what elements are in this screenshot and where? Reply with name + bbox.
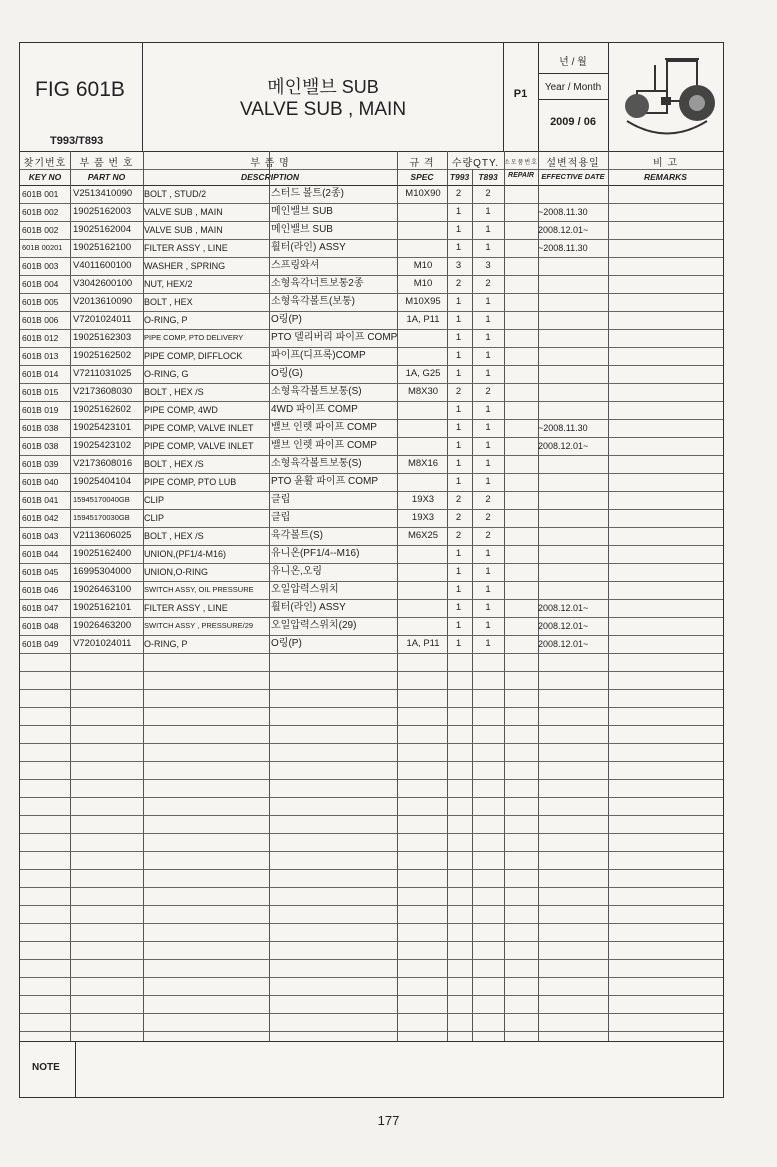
tractor-icon — [617, 51, 717, 143]
cell-kr: PTO 델리버리 파이프 COMP — [271, 332, 398, 343]
cell-kr: 파이프(디프록)COMP — [271, 350, 366, 361]
col-key-kr: 찾기번호 — [23, 158, 67, 169]
cell-eff — [538, 563, 610, 581]
cell-spec: 19X3 — [411, 494, 435, 505]
cell-eff — [538, 545, 610, 563]
cell-kr: O링(G) — [271, 368, 303, 379]
empty-row — [20, 671, 723, 690]
cell-kr: 육각볼트(S) — [271, 530, 323, 541]
cell-kr: O링(P) — [271, 314, 302, 325]
cell-t993: 1 — [455, 242, 462, 253]
cell-spec: 1A, P11 — [406, 314, 440, 325]
cell-desc: BOLT , HEX — [144, 297, 193, 307]
cell-eff: 2008.12.01~ — [538, 639, 589, 649]
cell-t993: 2 — [455, 512, 462, 523]
cell-part: V3042600100 — [73, 278, 133, 289]
empty-row — [20, 761, 723, 780]
empty-row — [20, 977, 723, 996]
cell-kr: 오일압력스위치 — [271, 584, 339, 595]
cell-desc: VALVE SUB , MAIN — [144, 225, 223, 235]
cell-part: V7211031025 — [73, 368, 132, 379]
year-month-box — [538, 43, 608, 151]
table-row — [20, 545, 723, 564]
cell-t993: 1 — [455, 476, 462, 487]
cell-part: 19025423101 — [73, 422, 132, 433]
cell-t893: 1 — [485, 404, 491, 415]
cell-t893: 1 — [485, 224, 491, 235]
cell-spec — [398, 545, 448, 563]
col-spec-en: SPEC — [410, 172, 434, 182]
cell-spec: 19X3 — [411, 512, 435, 523]
cell-desc: BOLT , HEX /S — [144, 387, 204, 397]
empty-row — [20, 743, 723, 762]
cell-t993: 2 — [455, 386, 462, 397]
cell-key: 601B 013 — [22, 351, 59, 361]
cell-t893: 1 — [485, 350, 491, 361]
cell-t893: 2 — [485, 278, 491, 289]
cell-desc: WASHER , SPRING — [144, 261, 226, 271]
cell-spec: M10X95 — [405, 296, 441, 307]
cell-eff — [538, 581, 610, 599]
cell-kr: 오일압력스위치(29) — [271, 620, 357, 631]
figure-number: FIG 601B — [35, 78, 125, 101]
empty-row — [20, 851, 723, 870]
cell-part: V7201024011 — [73, 314, 132, 325]
empty-row — [20, 779, 723, 798]
cell-desc: O-RING, P — [144, 315, 188, 325]
cell-desc: FILTER ASSY , LINE — [144, 603, 228, 613]
cell-kr: 메인밸브 SUB — [271, 206, 333, 217]
cell-eff: 2008.12.01~ — [538, 441, 589, 451]
cell-t993: 2 — [455, 278, 462, 289]
table-row — [20, 257, 723, 276]
cell-part: 19025162502 — [73, 350, 132, 361]
table-row — [20, 491, 723, 510]
cell-eff: 2008.12.01~ — [538, 621, 589, 631]
cell-part: 19025162100 — [73, 242, 132, 253]
cell-kr: 4WD 파이프 COMP — [271, 404, 358, 415]
cell-spec — [398, 239, 448, 257]
empty-row — [20, 887, 723, 906]
cell-desc: BOLT , HEX /S — [144, 459, 204, 469]
cell-part: V2513410090 — [73, 188, 133, 199]
cell-kr: 스프링와셔 — [271, 260, 320, 271]
table-row — [20, 185, 723, 204]
table-row — [20, 581, 723, 600]
model-codes: T993/T893 — [50, 135, 104, 147]
col-spec-kr: 규 격 — [409, 158, 435, 169]
empty-row — [20, 833, 723, 852]
cell-t893: 1 — [485, 368, 491, 379]
cell-desc: BOLT , HEX /S — [144, 531, 204, 541]
table-row — [20, 365, 723, 384]
cell-key: 601B 014 — [22, 369, 59, 379]
table-row — [20, 329, 723, 348]
cell-desc: FILTER ASSY , LINE — [144, 243, 228, 253]
cell-spec — [398, 419, 448, 437]
table-row — [20, 203, 723, 222]
cell-t993: 1 — [455, 368, 462, 379]
cell-eff — [538, 509, 610, 527]
table-row — [20, 563, 723, 582]
page-code: P1 — [513, 88, 528, 100]
cell-desc: PIPE COMP, VALVE INLET — [144, 441, 254, 451]
cell-desc: BOLT , STUD/2 — [144, 189, 207, 199]
cell-kr: 소형육각볼트보통(S) — [271, 386, 362, 397]
cell-kr: 휠터(라인) ASSY — [271, 602, 346, 613]
cell-kr: 유니온,오링 — [271, 566, 323, 577]
cell-eff — [538, 491, 610, 509]
cell-t993: 1 — [455, 206, 462, 217]
cell-spec — [398, 401, 448, 419]
cell-kr: 유니온(PF1/4--M16) — [271, 548, 360, 559]
cell-t993: 1 — [455, 224, 462, 235]
cell-part: 19026463200 — [73, 620, 132, 631]
cell-eff — [538, 257, 610, 275]
table-row — [20, 527, 723, 546]
cell-spec: 1A, G25 — [405, 368, 441, 379]
cell-t893: 1 — [485, 314, 491, 325]
cell-spec — [398, 617, 448, 635]
cell-spec — [398, 329, 448, 347]
cell-part: 15945170030GB — [73, 513, 130, 522]
cell-desc: PIPE COMP, PTO DELIVERY — [144, 333, 244, 342]
cell-t993: 2 — [455, 188, 462, 199]
empty-row — [20, 959, 723, 978]
cell-eff — [538, 527, 610, 545]
cell-key: 601B 047 — [22, 603, 59, 613]
page-number: 177 — [377, 1113, 400, 1128]
cell-part: 16995304000 — [73, 566, 132, 577]
cell-t893: 1 — [485, 296, 491, 307]
cell-t893: 1 — [485, 638, 491, 649]
table-row — [20, 347, 723, 366]
empty-row — [20, 689, 723, 708]
cell-kr: 소형육각볼트보통(S) — [271, 458, 362, 469]
cell-t993: 1 — [455, 422, 462, 433]
cell-kr: 클립 — [271, 512, 291, 523]
note-area — [20, 1041, 723, 1098]
cell-key: 601B 045 — [22, 567, 59, 577]
cell-desc: NUT, HEX/2 — [144, 279, 193, 289]
cell-kr: 클립 — [271, 494, 291, 505]
table-row — [20, 437, 723, 456]
year-month-korean: 년 / 월 — [559, 57, 587, 68]
cell-t893: 1 — [485, 566, 491, 577]
empty-row — [20, 941, 723, 960]
cell-desc: O-RING, G — [144, 369, 189, 379]
col-eff-kr: 설변적용일 — [546, 158, 600, 169]
table-row — [20, 383, 723, 402]
cell-part: V2013610090 — [73, 296, 133, 307]
cell-part: 15945170040GB — [73, 495, 130, 504]
cell-t893: 2 — [485, 530, 491, 541]
col-desc-en: DESCRIPTION — [240, 172, 300, 182]
col-repair-kr: 소모품번호 — [504, 160, 538, 166]
col-qty: 수량QTY. — [451, 158, 500, 169]
table-row — [20, 473, 723, 492]
cell-part: 19025162004 — [73, 224, 132, 235]
cell-t993: 1 — [455, 620, 462, 631]
parts-sheet — [19, 42, 724, 1098]
cell-eff: ~2008.11.30 — [538, 207, 588, 217]
cell-key: 601B 012 — [22, 333, 59, 343]
note-label: NOTE — [32, 1062, 60, 1073]
empty-row — [20, 1013, 723, 1032]
cell-part: 19025423102 — [73, 440, 132, 451]
cell-kr: 밸브 인렛 파이프 COMP — [271, 422, 377, 433]
cell-eff — [538, 293, 610, 311]
cell-t993: 1 — [455, 638, 462, 649]
cell-t893: 2 — [485, 386, 491, 397]
table-row — [20, 509, 723, 528]
cell-desc: CLIP — [144, 495, 165, 505]
cell-eff — [538, 347, 610, 365]
cell-key: 601B 001 — [22, 189, 59, 199]
cell-eff — [538, 311, 610, 329]
cell-key: 601B 044 — [22, 549, 59, 559]
empty-row — [20, 707, 723, 726]
cell-t993: 1 — [455, 458, 462, 469]
col-remarks-kr: 비 고 — [652, 158, 679, 169]
col-remarks-en: REMARKS — [644, 172, 687, 182]
cell-t893: 1 — [485, 620, 491, 631]
cell-part: V2113606025 — [73, 530, 132, 541]
cell-part: 19025404104 — [73, 476, 132, 487]
cell-key: 601B 038 — [22, 423, 59, 433]
cell-desc: CLIP — [144, 513, 165, 523]
cell-eff: 2008.12.01~ — [538, 225, 589, 235]
col-part-kr: 부 품 번 호 — [79, 158, 134, 169]
empty-row — [20, 725, 723, 744]
empty-row — [20, 653, 723, 672]
cell-t893: 1 — [485, 548, 491, 559]
cell-key: 601B 002 — [22, 225, 59, 235]
cell-spec — [398, 581, 448, 599]
cell-t893: 1 — [485, 206, 491, 217]
cell-eff — [538, 275, 610, 293]
cell-spec — [398, 473, 448, 491]
cell-key: 601B 003 — [22, 261, 59, 271]
col-repair-en: REPAIR — [508, 172, 534, 179]
table-row — [20, 401, 723, 420]
cell-part: V2173608016 — [73, 458, 133, 469]
cell-t993: 1 — [455, 602, 462, 613]
title-korean: 메인밸브 SUB — [267, 77, 379, 97]
cell-spec: M6X25 — [407, 530, 439, 541]
cell-t893: 1 — [485, 422, 491, 433]
cell-part: 19025162602 — [73, 404, 132, 415]
empty-row — [20, 815, 723, 834]
cell-t993: 1 — [455, 296, 462, 307]
empty-row — [20, 869, 723, 888]
cell-eff — [538, 329, 610, 347]
table-row — [20, 635, 723, 654]
cell-part: 19026463100 — [73, 584, 132, 595]
cell-eff: ~2008.11.30 — [538, 423, 588, 433]
empty-row — [20, 995, 723, 1014]
cell-eff — [538, 473, 610, 491]
table-row — [20, 311, 723, 330]
cell-eff: 2008.12.01~ — [538, 603, 589, 613]
empty-row — [20, 905, 723, 924]
cell-kr: O링(P) — [271, 638, 302, 649]
cell-eff: ~2008.11.30 — [538, 243, 588, 253]
cell-key: 601B 00201 — [22, 243, 63, 252]
cell-desc: PIPE COMP, PTO LUB — [144, 477, 237, 487]
cell-t893: 2 — [485, 512, 491, 523]
table-row — [20, 221, 723, 240]
cell-spec: M8X16 — [407, 458, 439, 469]
cell-spec — [398, 563, 448, 581]
col-qty-t893: T893 — [478, 172, 498, 182]
cell-key: 601B 043 — [22, 531, 59, 541]
cell-eff — [538, 401, 610, 419]
cell-t893: 1 — [485, 476, 491, 487]
cell-eff — [538, 185, 610, 203]
table-row — [20, 239, 723, 258]
cell-t993: 1 — [455, 566, 462, 577]
cell-spec — [398, 437, 448, 455]
empty-row — [20, 923, 723, 942]
cell-desc: PIPE COMP, 4WD — [144, 405, 218, 415]
cell-desc: O-RING, P — [144, 639, 188, 649]
cell-desc: PIPE COMP, VALVE INLET — [144, 423, 254, 433]
cell-desc: PIPE COMP, DIFFLOCK — [144, 351, 243, 361]
cell-part: V2173608030 — [73, 386, 133, 397]
cell-kr: 소형육각볼트(보통) — [271, 296, 355, 307]
year-month-english: Year / Month — [544, 82, 602, 93]
cell-key: 601B 039 — [22, 459, 59, 469]
cell-t993: 2 — [455, 530, 462, 541]
cell-t893: 3 — [485, 260, 491, 271]
cell-eff — [538, 455, 610, 473]
cell-key: 601B 015 — [22, 387, 59, 397]
cell-t893: 1 — [485, 440, 491, 451]
cell-desc: SWITCH ASSY, OIL PRESSURE — [144, 585, 254, 594]
cell-kr: 스터드 볼트(2종) — [271, 188, 344, 199]
cell-spec — [398, 599, 448, 617]
cell-kr: 휠터(라인) ASSY — [271, 242, 346, 253]
col-part-en: PART NO — [87, 172, 126, 182]
cell-key: 601B 046 — [22, 585, 59, 595]
cell-part: 19025162101 — [73, 602, 132, 613]
empty-row — [20, 797, 723, 816]
cell-part: V4011600100 — [73, 260, 132, 271]
cell-spec — [398, 347, 448, 365]
col-key-en: KEY NO — [28, 172, 62, 182]
cell-key: 601B 005 — [22, 297, 59, 307]
cell-part: V7201024011 — [73, 638, 132, 649]
cell-spec: M10 — [413, 278, 433, 289]
cell-t993: 1 — [455, 404, 462, 415]
cell-desc: UNION,(PF1/4-M16) — [144, 549, 227, 559]
cell-t893: 1 — [485, 584, 491, 595]
table-row — [20, 275, 723, 294]
cell-spec: 1A, P11 — [406, 638, 440, 649]
cell-t993: 3 — [455, 260, 462, 271]
cell-part: 19025162003 — [73, 206, 132, 217]
table-row — [20, 617, 723, 636]
cell-t993: 2 — [455, 494, 462, 505]
cell-t993: 1 — [455, 332, 462, 343]
cell-eff — [538, 365, 610, 383]
cell-part: 19025162400 — [73, 548, 132, 559]
cell-spec — [398, 203, 448, 221]
cell-key: 601B 004 — [22, 279, 59, 289]
cell-t893: 1 — [485, 602, 491, 613]
cell-key: 601B 048 — [22, 621, 59, 631]
year-month-value: 2009 / 06 — [550, 116, 596, 128]
cell-key: 601B 042 — [22, 513, 59, 523]
col-desc-kr: 부 품 명 — [250, 158, 290, 169]
cell-t993: 1 — [455, 548, 462, 559]
cell-part: 19025162303 — [73, 332, 132, 343]
cell-t893: 2 — [485, 494, 491, 505]
title-english: VALVE SUB , MAIN — [239, 99, 407, 120]
cell-kr: 밸브 인렛 파이프 COMP — [271, 440, 377, 451]
cell-key: 601B 038 — [22, 441, 59, 451]
cell-eff — [538, 383, 610, 401]
cell-t993: 1 — [455, 440, 462, 451]
cell-desc: UNION,O-RING — [144, 567, 208, 577]
cell-kr: 소형육각너트보통2종 — [271, 278, 364, 289]
cell-t993: 1 — [455, 350, 462, 361]
cell-key: 601B 041 — [22, 495, 59, 505]
cell-key: 601B 006 — [22, 315, 59, 325]
cell-spec: M10X90 — [405, 188, 441, 199]
cell-key: 601B 040 — [22, 477, 59, 487]
cell-key: 601B 002 — [22, 207, 59, 217]
cell-t993: 1 — [455, 314, 462, 325]
cell-spec — [398, 221, 448, 239]
cell-spec: M10 — [413, 260, 433, 271]
cell-t993: 1 — [455, 584, 462, 595]
cell-t893: 2 — [485, 188, 491, 199]
table-row — [20, 455, 723, 474]
cell-key: 601B 019 — [22, 405, 59, 415]
sheet-header — [20, 43, 723, 152]
cell-t893: 1 — [485, 458, 491, 469]
col-eff-en: EFFECTIVE DATE — [541, 172, 605, 181]
table-row — [20, 599, 723, 618]
cell-t893: 1 — [485, 332, 491, 343]
table-row — [20, 293, 723, 312]
cell-kr: 메인밸브 SUB — [271, 224, 333, 235]
column-header — [20, 151, 723, 186]
cell-t893: 1 — [485, 242, 491, 253]
cell-spec: M8X30 — [407, 386, 439, 397]
cell-desc: SWITCH ASSY , PRESSURE/29 — [144, 621, 254, 630]
col-qty-t993: T993 — [449, 172, 470, 182]
cell-desc: VALVE SUB , MAIN — [144, 207, 223, 217]
cell-key: 601B 049 — [22, 639, 59, 649]
table-row — [20, 419, 723, 438]
cell-kr: PTO 윤활 파이프 COMP — [271, 476, 379, 487]
